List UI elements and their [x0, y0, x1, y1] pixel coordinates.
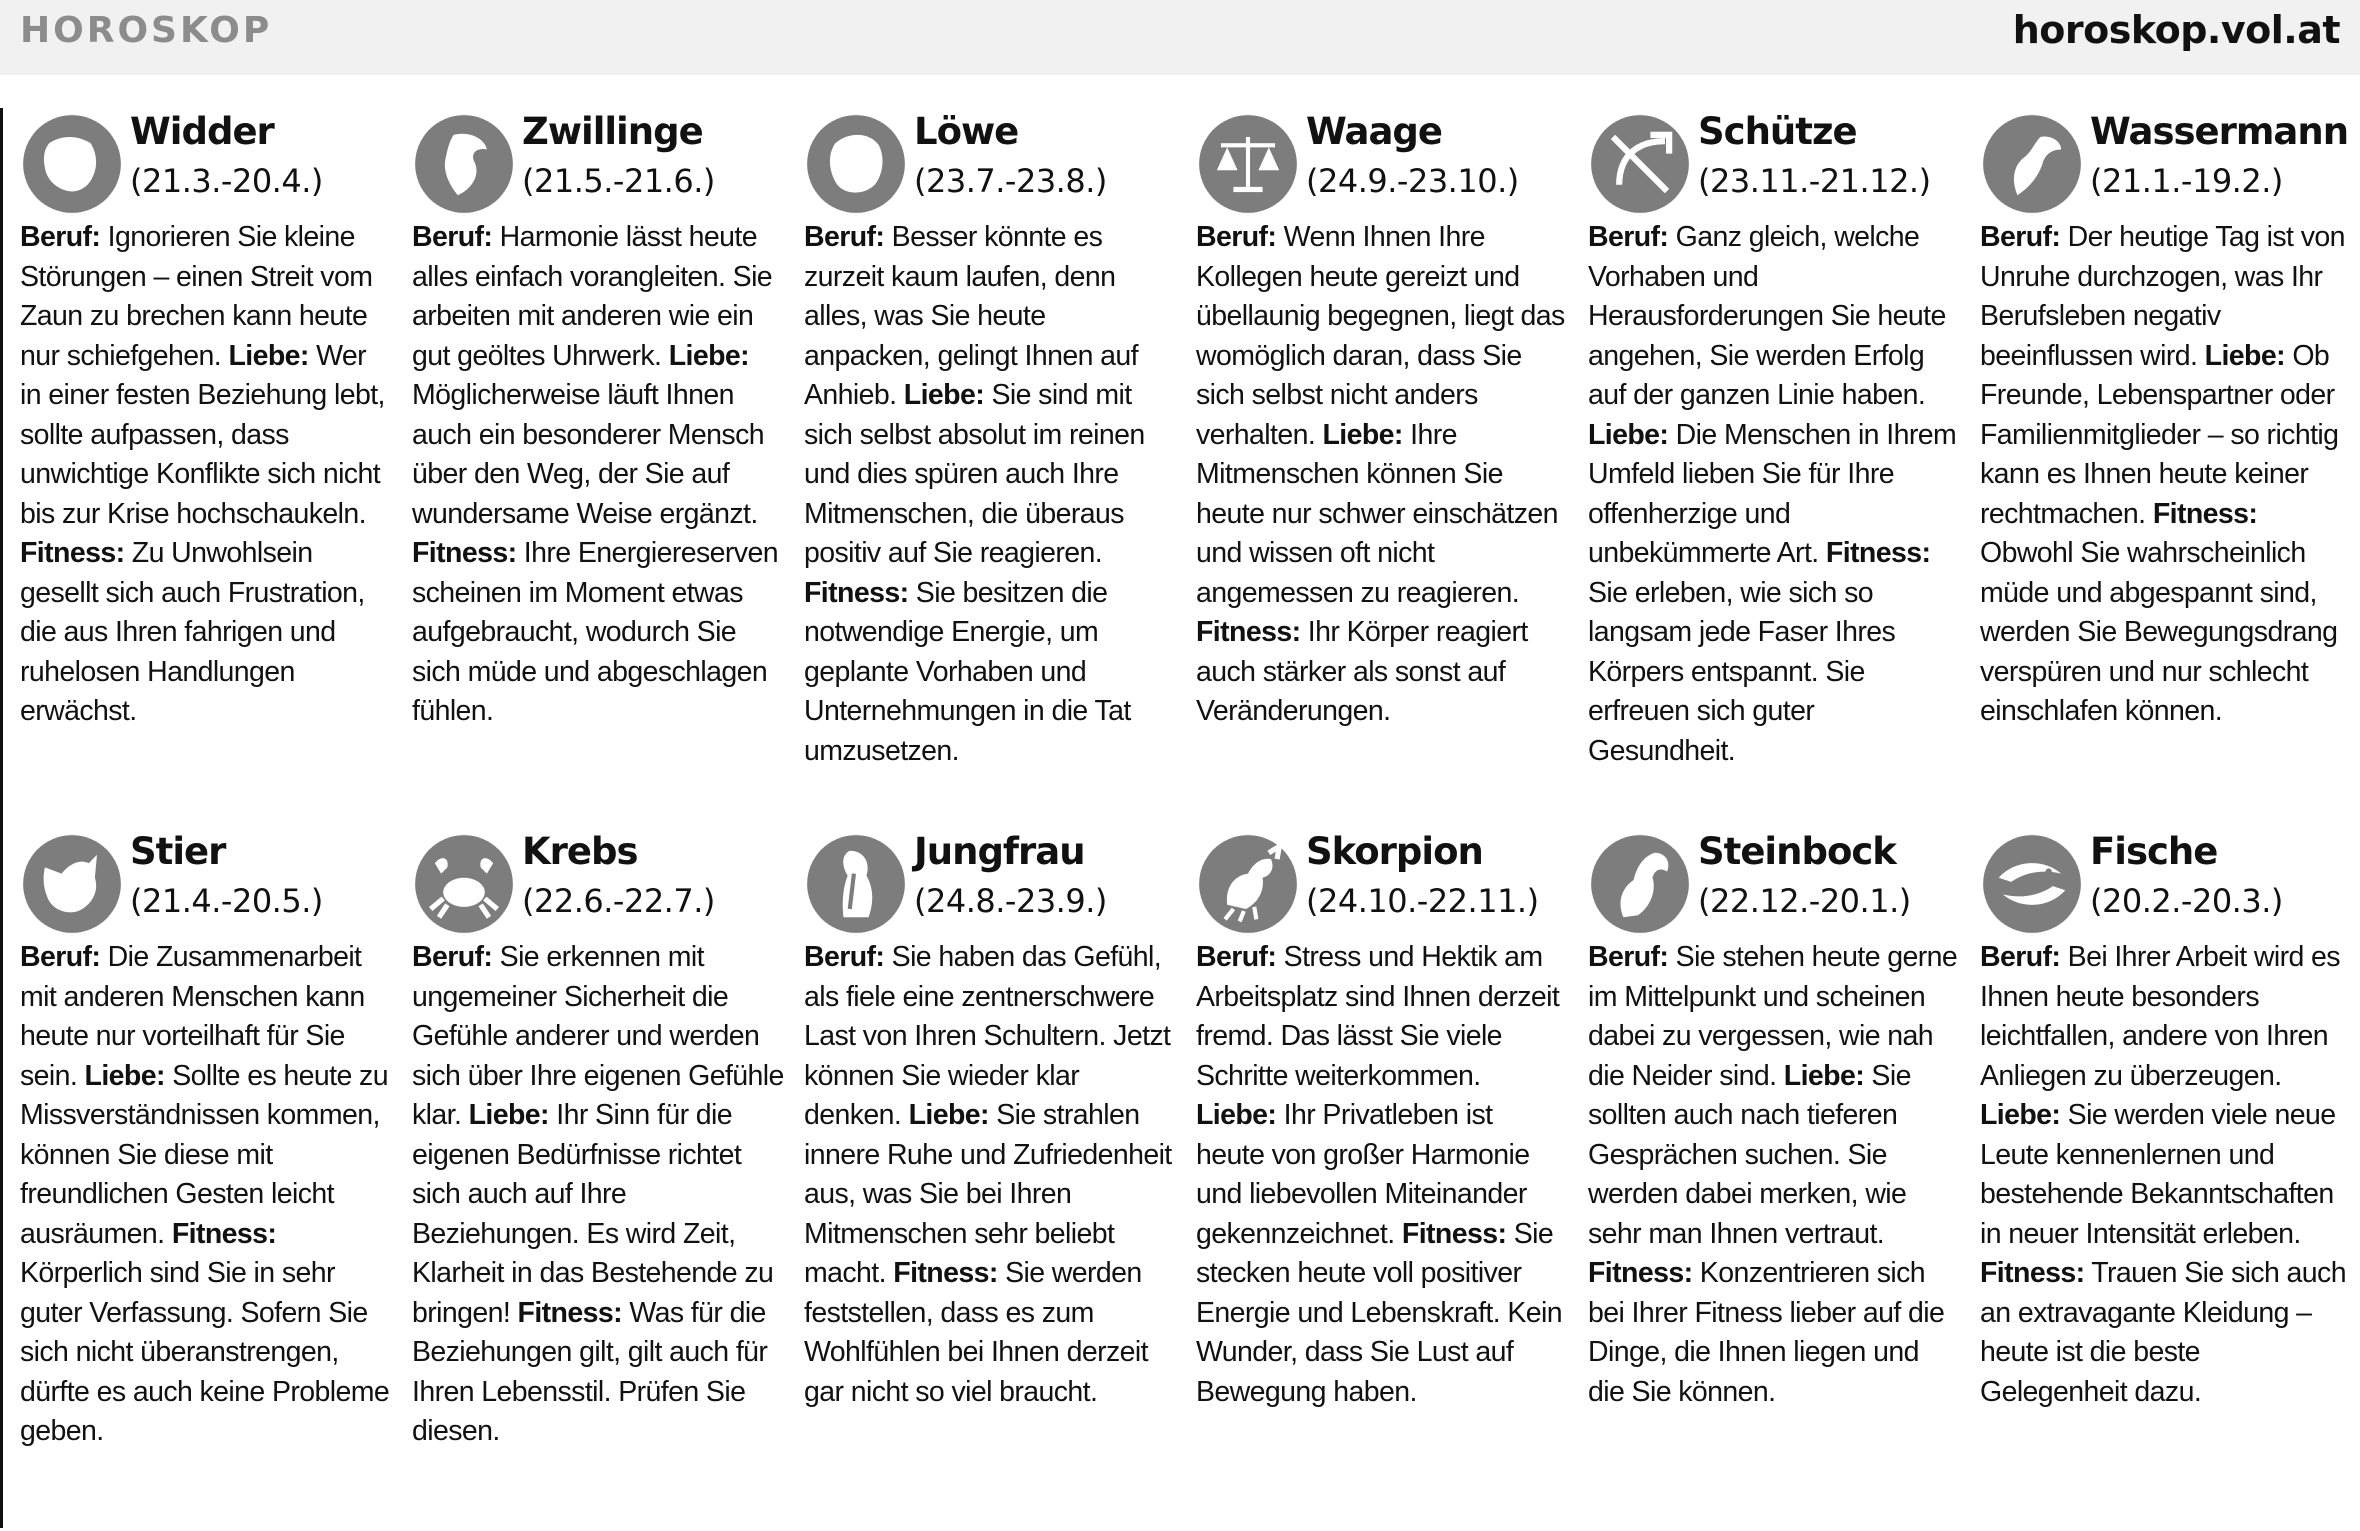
- fitness-text: Trauen Sie sich auch an extravagante Kleidung – heute ist die beste Gelegenheit dazu.: [1980, 1257, 2346, 1408]
- sign-dates: (21.3.-20.4.): [130, 162, 323, 200]
- sign-skorpion: [1196, 832, 1576, 1512]
- liebe-label: Liebe:: [668, 339, 750, 372]
- sign-name: Fische: [2090, 832, 2218, 873]
- liebe-label: Liebe:: [1783, 1059, 1865, 1092]
- sign-name: Steinbock: [1698, 832, 1896, 873]
- beruf-label: Beruf:: [804, 221, 885, 253]
- sign-dates: (21.4.-20.5.): [130, 882, 323, 920]
- sign-dates: (24.10.-22.11.): [1306, 882, 1539, 920]
- sign-krebs: [412, 832, 792, 1512]
- sign-dates: (23.7.-23.8.): [914, 162, 1107, 200]
- liebe-label: Liebe:: [908, 1099, 989, 1131]
- sign-text: [804, 218, 1176, 771]
- fitness-label: Fitness:: [1196, 616, 1301, 648]
- cancer-icon: [412, 832, 516, 936]
- fitness-text: Körperlich sind Sie in sehr guter Verfassung. Sofern Sie sich nicht überanstrengen, dürfte es auch keine Probleme geben.: [20, 1257, 390, 1447]
- site-url[interactable]: horoskop.vol.at: [2012, 8, 2340, 52]
- liebe-label: Liebe:: [1980, 1099, 2061, 1131]
- fitness-label: Fitness:: [804, 576, 909, 609]
- beruf-label: Beruf:: [804, 941, 885, 973]
- libra-icon: [1196, 112, 1300, 216]
- beruf-label: Beruf:: [1980, 941, 2061, 973]
- sign-steinbock: [1588, 832, 1968, 1512]
- gemini-icon: [412, 112, 516, 216]
- virgo-icon: [804, 832, 908, 936]
- beruf-label: Beruf:: [1980, 221, 2061, 253]
- sign-zwillinge: [412, 112, 792, 792]
- fitness-label: Fitness:: [893, 1257, 998, 1289]
- beruf-text: Sie erkennen mit ungemeiner Sicherheit die Gefühle anderer und werden sich über Ihre eigenen Gefühle klar.: [412, 941, 784, 1131]
- liebe-text: Ihre Mitmenschen können Sie heute nur schwer einschätzen und wissen oft nicht angemessen zu reagieren.: [1196, 418, 1558, 609]
- liebe-text: Die Menschen in Ihrem Umfeld lieben Sie für Ihre offenherzige und unbekümmerte Art.: [1588, 418, 1957, 569]
- liebe-text: Ob Freunde, Lebenspartner oder Familienmitglieder – so richtig kann es Ihnen heute keiner rechtmachen.: [1980, 339, 2339, 530]
- liebe-text: Sie sind mit sich selbst absolut im reinen und dies spüren auch Ihre Mitmenschen, die überaus positiv auf Sie reagieren.: [804, 379, 1145, 569]
- fitness-text: Konzentrieren sich bei Ihrer Fitness lieber auf die Dinge, die Ihnen liegen und die Sie können.: [1588, 1257, 1945, 1408]
- liebe-label: Liebe:: [1322, 418, 1403, 451]
- sign-name: Löwe: [914, 112, 1019, 153]
- beruf-label: Beruf:: [412, 221, 493, 253]
- liebe-text: Wer in einer festen Beziehung lebt, sollte aufpassen, dass unwichtige Konflikte sich nicht bis zur Krise hochschaukeln.: [20, 339, 385, 530]
- sign-name: Zwillinge: [522, 112, 703, 153]
- fitness-label: Fitness:: [412, 537, 517, 569]
- sign-name: Waage: [1306, 112, 1443, 153]
- sign-dates: (24.8.-23.9.): [914, 882, 1107, 920]
- sign-text: [412, 218, 784, 732]
- beruf-label: Beruf:: [1196, 941, 1277, 973]
- fitness-text: Ihre Energiereserven scheinen im Moment etwas aufgebraucht, wodurch Sie sich müde und abgeschlagen fühlen.: [412, 537, 778, 727]
- fitness-label: Fitness:: [1825, 537, 1931, 569]
- sagittarius-icon: [1588, 112, 1692, 216]
- sign-text: [1196, 938, 1568, 1412]
- sign-dates: (22.12.-20.1.): [1698, 882, 1911, 920]
- sign-name: Schütze: [1698, 112, 1857, 153]
- sign-name: Jungfrau: [914, 832, 1085, 873]
- sign-text: [1980, 938, 2352, 1412]
- leo-icon: [804, 112, 908, 216]
- fitness-label: Fitness:: [1588, 1257, 1693, 1289]
- aquarius-icon: [1980, 112, 2084, 216]
- beruf-text: Sie stehen heute gerne im Mittelpunkt und scheinen dabei zu vergessen, wie nah die Neider sind.: [1588, 941, 1958, 1092]
- sign-name: Wassermann: [2090, 112, 2349, 153]
- fitness-label: Fitness:: [171, 1217, 277, 1250]
- beruf-label: Beruf:: [1588, 941, 1669, 973]
- beruf-text: Harmonie lässt heute alles einfach vorangleiten. Sie arbeiten mit anderen wie ein gut geöltes Uhrwerk.: [412, 221, 773, 372]
- sign-widder: [20, 112, 400, 792]
- sign-wassermann: [1980, 112, 2360, 792]
- beruf-text: Sie haben das Gefühl, als fiele eine zentnerschwere Last von Ihren Schultern. Jetzt können Sie wieder klar denken.: [804, 941, 1171, 1131]
- sign-text: [804, 938, 1176, 1412]
- liebe-label: Liebe:: [468, 1099, 549, 1131]
- beruf-text: Die Zusammenarbeit mit anderen Menschen kann heute nur vorteilhaft für Sie sein.: [20, 941, 365, 1092]
- fitness-text: Sie stecken heute voll positiver Energie und Lebenskraft. Kein Wunder, dass Sie Lust auf Bewegung haben.: [1196, 1217, 1563, 1408]
- sign-dates: (22.6.-22.7.): [522, 882, 715, 920]
- sign-dates: (21.5.-21.6.): [522, 162, 715, 200]
- pisces-icon: [1980, 832, 2084, 936]
- liebe-text: Ihr Privatleben ist heute von großer Harmonie und liebevollen Miteinander gekennzeichnet.: [1196, 1099, 1530, 1250]
- beruf-label: Beruf:: [1588, 221, 1669, 253]
- sign-jungfrau: [804, 832, 1184, 1512]
- aries-icon: [20, 112, 124, 216]
- liebe-label: Liebe:: [903, 379, 985, 411]
- fitness-text: Obwohl Sie wahrscheinlich müde und abgespannt sind, werden Sie Bewegungsdrang verspüren und nur schlecht einschlafen können.: [1980, 537, 2338, 727]
- sign-text: [1588, 218, 1960, 771]
- sign-schuetze: [1588, 112, 1968, 792]
- liebe-label: Liebe:: [2204, 339, 2285, 372]
- liebe-text: Sie werden viele neue Leute kennenlernen und bestehende Bekanntschaften in neuer Intensität erleben.: [1980, 1099, 2336, 1250]
- sign-text: [20, 218, 392, 732]
- fitness-label: Fitness:: [2152, 497, 2258, 530]
- taurus-icon: [20, 832, 124, 936]
- liebe-label: Liebe:: [1588, 418, 1669, 451]
- sign-text: [1196, 218, 1568, 732]
- fitness-label: Fitness:: [1401, 1217, 1507, 1250]
- liebe-text: Sollte es heute zu Missverständnissen kommen, können Sie diese mit freundlichen Gesten leicht ausräumen.: [20, 1059, 388, 1250]
- sign-loewe: [804, 112, 1184, 792]
- beruf-text: Besser könnte es zurzeit kaum laufen, denn alles, was Sie heute anpacken, gelingt Ihnen auf Anhieb.: [804, 221, 1138, 411]
- sign-name: Widder: [130, 112, 274, 153]
- beruf-label: Beruf:: [412, 941, 493, 973]
- sign-name: Stier: [130, 832, 226, 873]
- sign-dates: (20.2.-20.3.): [2090, 882, 2283, 920]
- sign-stier: [20, 832, 400, 1512]
- fitness-label: Fitness:: [20, 537, 125, 569]
- fitness-label: Fitness:: [1980, 1257, 2085, 1289]
- liebe-text: Sie strahlen innere Ruhe und Zufriedenheit aus, was Sie bei Ihren Mitmenschen sehr beliebt macht.: [804, 1099, 1172, 1289]
- fitness-text: Sie werden feststellen, dass es zum Wohlfühlen bei Ihnen derzeit gar nicht so viel braucht.: [804, 1257, 1148, 1408]
- fitness-label: Fitness:: [517, 1296, 622, 1329]
- liebe-label: Liebe:: [84, 1059, 165, 1092]
- beruf-text: Bei Ihrer Arbeit wird es Ihnen heute besonders leichtfallen, andere von Ihren Anliegen zu überzeugen.: [1980, 941, 2340, 1092]
- beruf-text: Der heutige Tag ist von Unruhe durchzogen, was Ihr Berufsleben negativ beeinflussen wird.: [1980, 221, 2345, 372]
- beruf-text: Stress und Hektik am Arbeitsplatz sind Ihnen derzeit fremd. Das lässt Sie viele Schritte weiterkommen.: [1196, 941, 1560, 1092]
- sign-dates: (23.11.-21.12.): [1698, 162, 1931, 200]
- beruf-label: Beruf:: [20, 941, 101, 973]
- section-label: HOROSKOP: [20, 10, 273, 51]
- beruf-text: Wenn Ihnen Ihre Kollegen heute gereizt und übellaunig begegnen, liegt das womöglich daran, dass Sie sich selbst nicht anders verhalten.: [1196, 221, 1565, 451]
- fitness-text: Zu Unwohlsein gesellt sich auch Frustration, die aus Ihren fahrigen und ruhelosen Handlungen erwächst.: [20, 537, 365, 727]
- liebe-text: Ihr Sinn für die eigenen Bedürfnisse richtet sich auch auf Ihre Beziehungen. Es wird Zeit, Klarheit in das Bestehende zu bringen!: [412, 1099, 774, 1329]
- sign-dates: (21.1.-19.2.): [2090, 162, 2283, 200]
- beruf-text: Ignorieren Sie kleine Störungen – einen Streit vom Zaun zu brechen kann heute nur schiefgehen.: [20, 221, 373, 372]
- beruf-label: Beruf:: [1196, 221, 1277, 253]
- fitness-text: Sie besitzen die notwendige Energie, um geplante Vorhaben und Unternehmungen in die Tat umzusetzen.: [804, 576, 1131, 767]
- sign-dates: (24.9.-23.10.): [1306, 162, 1519, 200]
- sign-name: Skorpion: [1306, 832, 1483, 873]
- capricorn-icon: [1588, 832, 1692, 936]
- sign-text: [1980, 218, 2352, 732]
- sign-fische: [1980, 832, 2360, 1512]
- sign-text: [20, 938, 392, 1452]
- beruf-text: Ganz gleich, welche Vorhaben und Herausforderungen Sie heute angehen, Sie werden Erfolg auf der ganzen Linie haben.: [1588, 221, 1946, 411]
- liebe-text: Sie sollten auch nach tieferen Gesprächen suchen. Sie werden dabei merken, wie sehr man Ihnen vertraut.: [1588, 1059, 1911, 1250]
- fitness-text: Was für die Beziehungen gilt, gilt auch für Ihren Lebensstil. Prüfen Sie diesen.: [412, 1296, 768, 1447]
- sign-text: [412, 938, 784, 1452]
- liebe-text: Möglicherweise läuft Ihnen auch ein besonderer Mensch über den Weg, der Sie auf wundersame Weise ergänzt.: [412, 379, 764, 530]
- beruf-label: Beruf:: [20, 221, 101, 253]
- sign-waage: [1196, 112, 1576, 792]
- sign-name: Krebs: [522, 832, 638, 873]
- sign-text: [1588, 938, 1960, 1412]
- liebe-label: Liebe:: [228, 339, 309, 372]
- liebe-label: Liebe:: [1196, 1099, 1277, 1131]
- fitness-text: Sie erleben, wie sich so langsam jede Faser Ihres Körpers entspannt. Sie erfreuen sich guter Gesundheit.: [1588, 576, 1896, 767]
- scorpio-icon: [1196, 832, 1300, 936]
- fitness-text: Ihr Körper reagiert auch stärker als sonst auf Veränderungen.: [1196, 616, 1528, 727]
